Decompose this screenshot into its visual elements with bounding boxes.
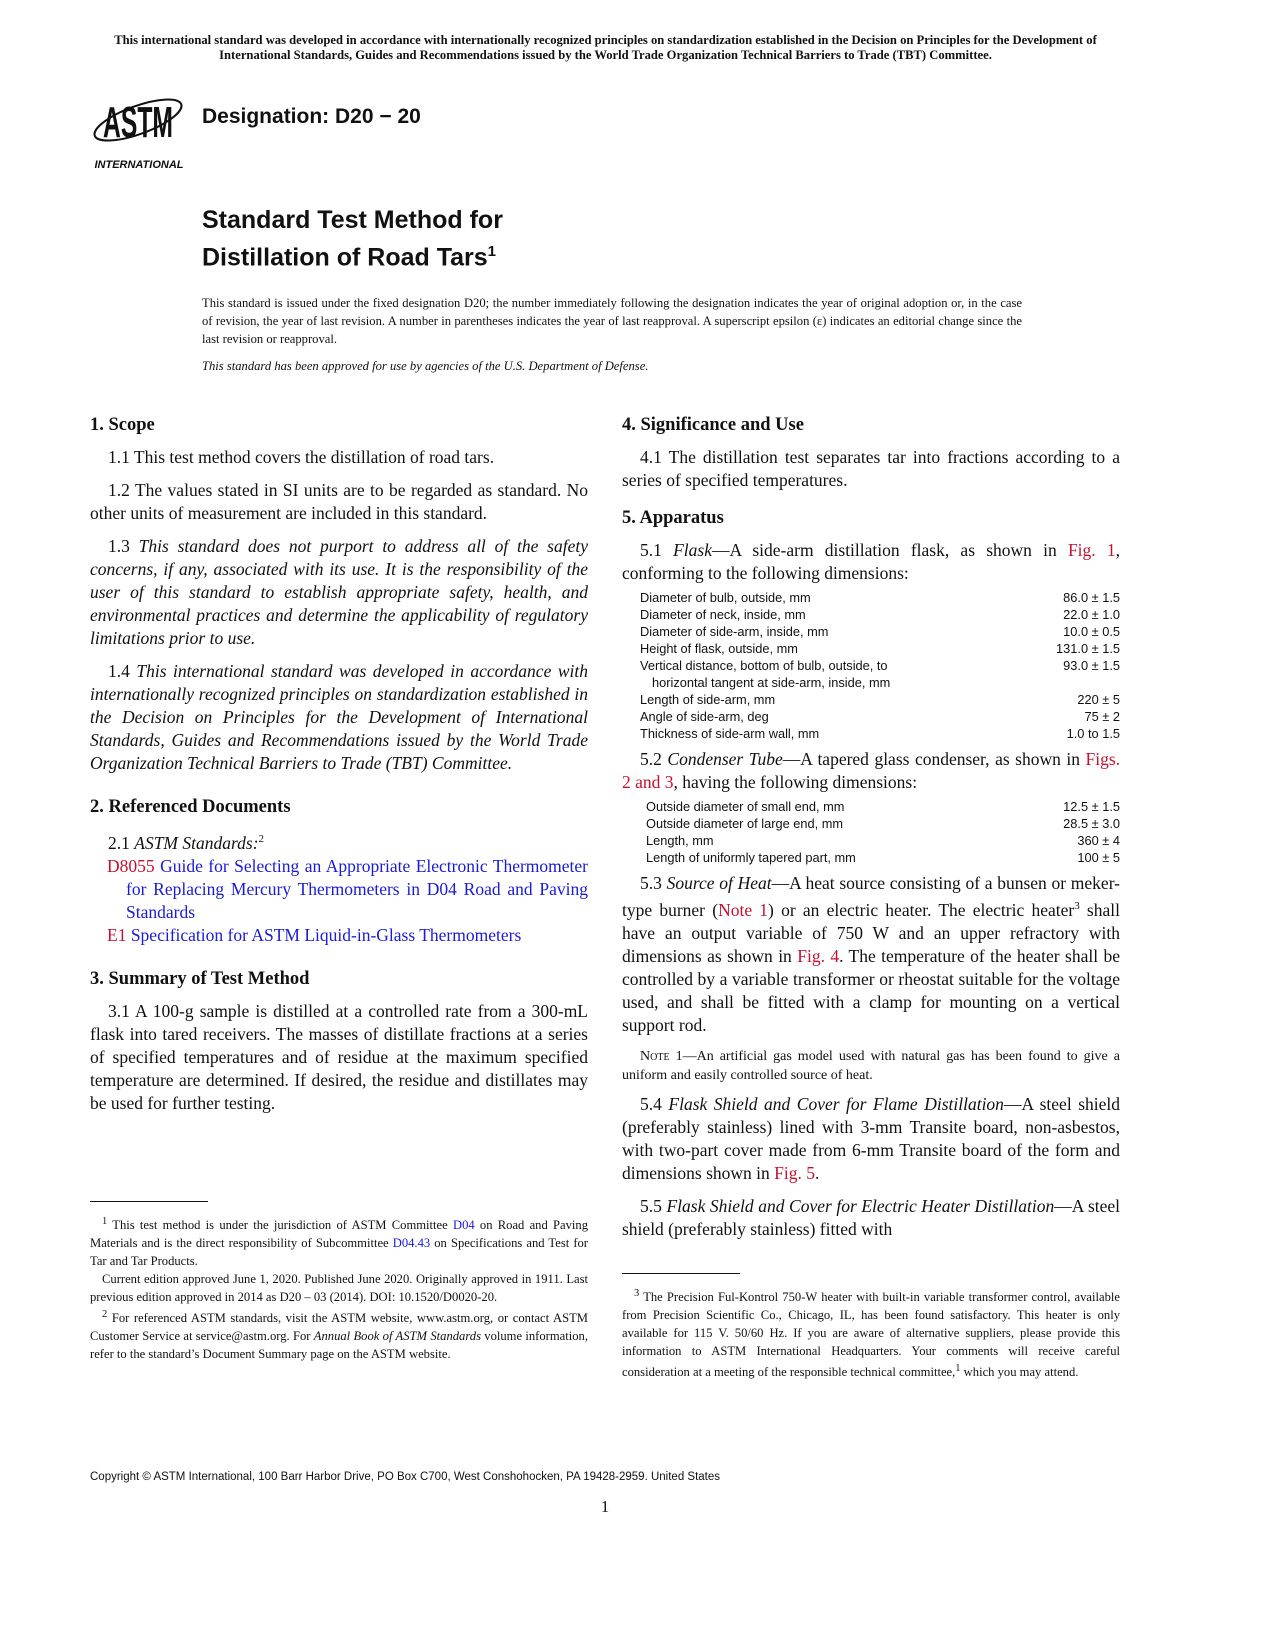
section-scope: [90, 413, 588, 775]
footnote-text: The Precision Ful-Kontrol 750-W heater with built-in variable transformer control, available from Precision Scientific Co., Chicago, IL, has been found satisfactory. This heater is only available for 115 V. 50/60 Hz. If you are aware of alternative suppliers, please provide this information to ASTM International Headquarters. Your comments will receive careful consideration at a meeting of the responsible technical committee,: [622, 1290, 1120, 1380]
footnote-divider: [90, 1201, 208, 1202]
label-text: Diameter of neck, inside, mm: [640, 607, 806, 622]
label-text: Height of flask, outside, mm: [640, 641, 798, 656]
dimension-row: [646, 815, 1120, 832]
note-label: Note 1: [640, 1048, 683, 1064]
footnote-text: volume information, refer to the standard’s Document Summary page on the ASTM website.: [90, 1329, 588, 1362]
reference-d8055[interactable]: [90, 855, 588, 924]
footnote-1-edition: Current edition approved June 1, 2020. Published June 2020. Originally approved in 1911. Last previous edition approved in 2014 as D20 – 03 (2014). DOI: 10.1520/D0020-20.: [90, 1272, 588, 1305]
paragraph-5-1: [622, 539, 1120, 585]
paragraph: [90, 660, 588, 775]
dimension-value: 12.5 ± 1.5: [1063, 799, 1120, 814]
reference-code[interactable]: E1: [107, 924, 127, 945]
footnote-mark: 3: [1074, 900, 1080, 912]
section-apparatus: [622, 506, 1120, 1241]
dimension-row: [640, 606, 1120, 623]
dimension-value: 75 ± 2: [1084, 709, 1120, 724]
title-footnote-mark: 1: [487, 243, 497, 260]
term: Flask Shield and Cover for Flame Distillation: [668, 1093, 1004, 1114]
dimension-label: [640, 640, 1022, 657]
footnote-text: For referenced ASTM standards, visit the ASTM website, www.astm.org, or contact ASTM Customer Service at service@astm.org. For: [90, 1311, 588, 1344]
paragraph-number: 5.2: [640, 749, 662, 769]
footnote-divider: [622, 1273, 740, 1274]
section-heading: 3. Summary of Test Method: [90, 968, 310, 989]
label-text: Length, mm: [646, 833, 714, 848]
paragraph-5-2: [622, 748, 1120, 794]
paragraph-text: shall have an output variable of 750 W and an upper refractory with dimensions as shown in: [622, 899, 1120, 966]
label-text: Diameter of bulb, outside, mm: [640, 590, 811, 605]
section-heading: 5. Apparatus: [622, 508, 724, 528]
d04-43-link[interactable]: D04.43: [392, 1236, 431, 1251]
paragraph-text: .: [815, 1162, 820, 1183]
reference-title[interactable]: Guide for Selecting an Appropriate Electronic Thermometer for Replacing Mercury Thermometers in D04 Road and Paving Standards: [126, 855, 588, 922]
dimension-value: 100 ± 5: [1077, 850, 1120, 865]
fig-1-link[interactable]: Fig. 1: [1067, 540, 1116, 560]
term: Flask: [673, 540, 712, 560]
dimension-label: [646, 832, 1019, 849]
dimension-row: [640, 657, 1120, 691]
dimension-row: [646, 798, 1120, 815]
note-text: —An artificial gas model used with natural gas has been found to give a uniform and easily controlled source of heat.: [622, 1048, 1120, 1083]
dimension-label: [640, 606, 1022, 623]
term: Flask Shield and Cover for Electric Heater Distillation: [666, 1195, 1055, 1216]
footnote-text: This test method is under the jurisdiction of ASTM Committee: [112, 1218, 453, 1233]
dimension-value: 86.0 ± 1.5: [1063, 590, 1120, 605]
title-line-1: Standard Test Method for: [202, 206, 503, 234]
footnote-text: which you may attend.: [960, 1365, 1079, 1380]
paragraph-number: 1.3: [108, 536, 130, 556]
section-summary: [90, 967, 588, 1115]
dimension-row: [640, 708, 1120, 725]
footnote-3: $^3$ The Precision Ful-Kontrol 750-W heater with built-in variable transformer control, available from Precision Scientific Co., Chicago, IL, has been found satisfactory. This heater is only available for 115 V. 50/60 Hz. If you are aware of alternative suppliers, please provide this information to ASTM International Headquarters. Your comments will receive careful consideration at a meeting of the responsible technical committee,$^1$ which you may attend.: [622, 1288, 1120, 1380]
astm-logo: [90, 82, 190, 172]
paragraph: [90, 828, 588, 855]
dimension-row: [646, 849, 1120, 866]
reference-title[interactable]: Specification for ASTM Liquid-in-Glass Thermometers: [130, 924, 522, 945]
label-text: Outside diameter of small end, mm: [646, 799, 845, 814]
note-1-link[interactable]: Note 1: [718, 899, 769, 920]
footnote-text: Annual Book of ASTM Standards: [313, 1329, 481, 1344]
paragraph-text: This standard does not purport to address all of the safety concerns, if any, associated with its use. It is the responsibility of the user of this standard to establish appropriate safety, health, and environmental practices and determine the applicability of regulatory limitations prior to use.: [90, 536, 588, 648]
paragraph: 4.1 The distillation test separates tar into fractions according to a series of specified temperatures.: [622, 447, 1120, 490]
dimension-value: 220 ± 5: [1077, 692, 1120, 707]
dimension-value: 93.0 ± 1.5: [1063, 658, 1120, 673]
label-text: Diameter of side-arm, inside, mm: [640, 624, 829, 639]
dimension-label: [640, 589, 1022, 606]
reference-code[interactable]: D8055: [107, 855, 155, 876]
paragraph-5-5: [622, 1195, 1120, 1241]
footnote-1: $^1$ This test method is under the jurisdiction of ASTM Committee D04 on Road and Paving Materials and is the direct responsibility of Subcommittee D04.43 on Specifications and Test for Tar and Tar Products.: [90, 1216, 589, 1269]
paragraph-text: ASTM Standards:: [134, 832, 259, 853]
paragraph-number: 5.1: [640, 540, 662, 560]
label-text: Angle of side-arm, deg: [640, 709, 769, 724]
paragraph: 1.2 The values stated in SI units are to be regarded as standard. No other units of measurement are included in this standard.: [90, 480, 588, 523]
dimension-row: [640, 623, 1120, 640]
figs-2-3-link[interactable]: Figs. 2 and 3: [622, 749, 1120, 792]
reference-e1[interactable]: [90, 924, 588, 947]
footnote-text: on Specifications and Test for Tar and Tar Products.: [90, 1236, 589, 1269]
svg-text:INTERNATIONAL: INTERNATIONAL: [94, 159, 184, 171]
paragraph: 3.1 A 100-g sample is distilled at a controlled rate from a 300-mL flask into tared receivers. The masses of distillate fractions at a series of specified temperatures and of residue at the maximum specified temperature are determined. If desired, the residue and distillates may be used for further testing.: [90, 1000, 588, 1113]
dimension-value: 28.5 ± 3.0: [1063, 816, 1120, 831]
section-heading: 1. Scope: [90, 415, 155, 435]
paragraph-number: 5.5: [640, 1195, 662, 1216]
label-text: Thickness of side-arm wall, mm: [640, 726, 820, 741]
dimension-label: [640, 708, 1022, 725]
paragraph: 1.1 This test method covers the distillation of road tars.: [108, 447, 495, 467]
paragraph-text: This international standard was developed in accordance with internationally recognized principles on standardization established in the Decision on Principles for the Development of International Standards, Guides and Recommendations issued by the World Trade Organization Technical Barriers to Trade (TBT) Committee.: [90, 661, 589, 773]
label-text: Outside diameter of large end, mm: [646, 816, 844, 831]
dimension-value: 1.0 to 1.5: [1066, 726, 1120, 741]
dimension-value: 22.0 ± 1.0: [1063, 607, 1120, 622]
label-text: Vertical distance, bottom of bulb, outside, to: [640, 658, 888, 673]
preamble: This standard is issued under the fixed designation D20; the number immediately following the designation indicates the year of original adoption or, in the case of revision, the year of last revision. A number in parentheses indicates the year of last reapproval. A superscript epsilon (ε) indicates an editorial change since the last revision or reapproval.: [202, 296, 1022, 346]
dimension-value: 360 ± 4: [1077, 833, 1120, 848]
designation: Designation: D20 − 20: [202, 105, 421, 128]
note-1: [622, 1047, 1120, 1085]
paragraph-number: 1.4: [108, 661, 130, 681]
left-column: [90, 413, 588, 1135]
paragraph-text: , having the following dimensions:: [673, 772, 918, 792]
paragraph: [90, 535, 588, 650]
dimension-row: [640, 725, 1120, 742]
paragraph-text: . The temperature of the heater shall be controlled by a variable transformer or rheostat suitable for the voltage used, and shall be fitted with a clamp for mounting on a vertical support rod.: [622, 945, 1120, 1035]
title-line-2: Distillation of Road Tars: [202, 243, 488, 272]
dimension-value: 131.0 ± 1.5: [1056, 641, 1120, 656]
dimension-label: [640, 623, 1022, 640]
paragraph-number: 5.3: [640, 873, 662, 893]
dimension-label: [646, 798, 1019, 815]
label-text: Length of side-arm, mm: [640, 692, 776, 707]
dimension-value: 10.0 ± 0.5: [1063, 624, 1120, 639]
flask-dimensions-table: [640, 589, 1120, 742]
page-title: [202, 205, 503, 273]
term: Condenser Tube: [667, 749, 783, 769]
approval-note: This standard has been approved for use by agencies of the U.S. Department of Defense.: [202, 359, 649, 373]
label-text: horizontal tangent at side-arm, inside, mm: [652, 675, 891, 690]
dimension-label: [646, 849, 1019, 866]
footnote-text: on Road and Paving Materials and is the direct responsibility of Subcommittee: [90, 1218, 588, 1251]
right-column: [622, 413, 1120, 1251]
footnotes-left: [90, 1213, 588, 1363]
dimension-row: [640, 691, 1120, 708]
copyright: Copyright © ASTM International, 100 Barr Harbor Drive, PO Box C700, West Conshohocken, PA 19428-2959. United States: [90, 1471, 721, 1483]
dimension-row: [640, 589, 1120, 606]
footnote-2: $^2$ For referenced ASTM standards, visit the ASTM website, www.astm.org, or contact ASTM Customer Service at service@astm.org. For Annual Book of ASTM Standards volume information, refer to the standard’s Document Summary page on the ASTM website.: [90, 1309, 588, 1362]
d04-link[interactable]: D04: [452, 1218, 475, 1233]
paragraph-text: —A tapered glass condenser, as shown in: [782, 749, 1086, 769]
dimension-label: [640, 657, 1022, 691]
footnote-mark: 2: [258, 833, 265, 845]
dimension-label: [646, 815, 1019, 832]
label-text: Length of uniformly tapered part, mm: [646, 850, 856, 865]
term: Source of Heat: [666, 873, 772, 893]
dimension-label: [640, 725, 1022, 742]
fig-5-link[interactable]: Fig. 5: [774, 1162, 816, 1183]
svg-text:ASTM: ASTM: [103, 98, 173, 147]
footnote-mark: 1: [955, 1363, 961, 1375]
footnotes-right: [622, 1285, 1120, 1381]
paragraph-5-3: [622, 872, 1120, 1037]
paragraph-text: —A steel shield (preferably stainless) lined with 3-mm Transite board, non-asbestos, with two-part cover made from 6-mm Transite board of the form and dimensions shown in: [622, 1093, 1120, 1183]
paragraph-text: —A heat source consisting of a bunsen or meker-type burner (: [622, 873, 1121, 920]
section-significance: [622, 413, 1120, 492]
section-heading: 4. Significance and Use: [622, 415, 804, 435]
paragraph-text: —A steel shield (preferably stainless) fitted with: [622, 1195, 1121, 1239]
paragraph-text: , conforming to the following dimensions:: [622, 540, 1120, 583]
page-number: 1: [600, 1497, 610, 1516]
fig-4-link[interactable]: Fig. 4: [797, 945, 840, 966]
paragraph-number: 5.4: [640, 1093, 662, 1114]
paragraph-5-4: [622, 1093, 1120, 1185]
paragraph-text: ) or an electric heater. The electric heater: [768, 899, 1075, 920]
dimension-row: [640, 640, 1120, 657]
section-heading: 2. Referenced Documents: [90, 797, 291, 817]
condenser-dimensions-table: [646, 798, 1120, 866]
paragraph-text: —A side-arm distillation flask, as shown in: [711, 540, 1068, 560]
header-notice: This international standard was developed in accordance with internationally recognized principles on standardization established in the Decision on Principles for the Development of International Standards, Guides and Recommendations issued by the World Trade Organization Technical Barriers to Trade (TBT) Committee.: [114, 33, 1097, 62]
section-referenced-documents: [90, 795, 588, 947]
paragraph-number: 2.1: [108, 832, 130, 853]
dimension-label: [640, 691, 1022, 708]
dimension-row: [646, 832, 1120, 849]
